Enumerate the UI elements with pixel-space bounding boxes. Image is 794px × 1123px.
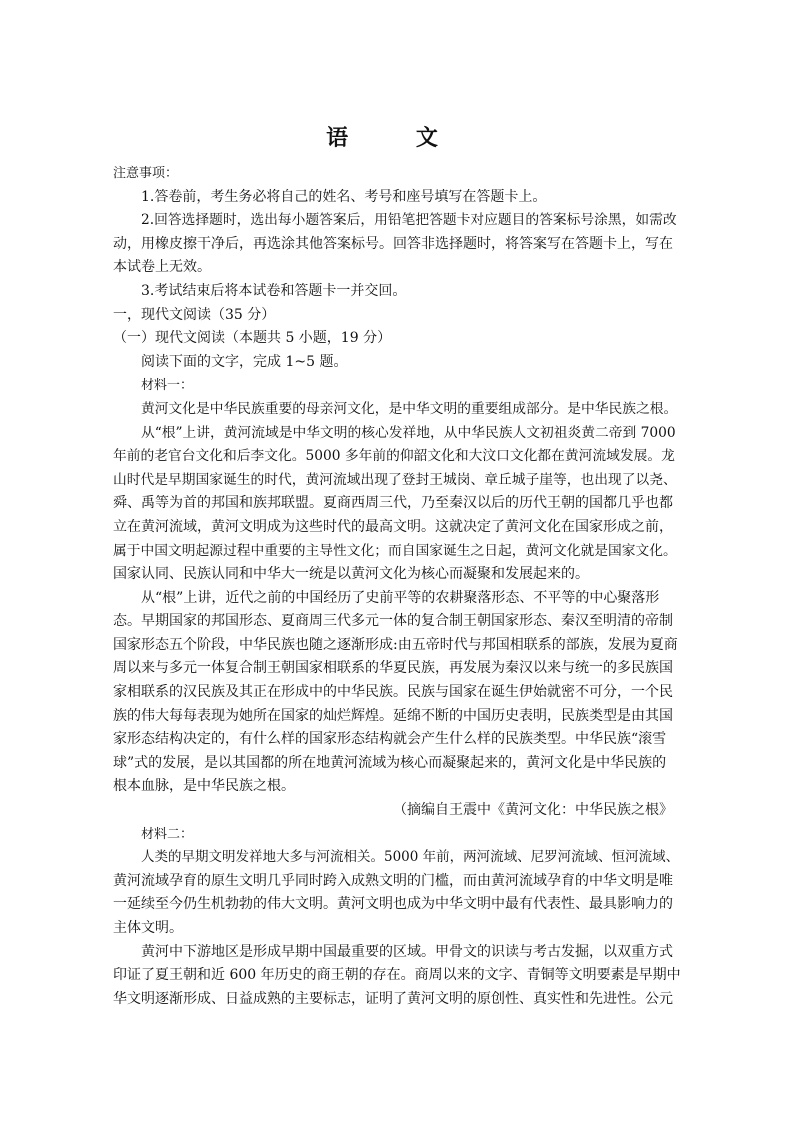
notice-line: 1.答卷前，考生务必将自己的姓名、考号和座号填写在答题卡上。 bbox=[141, 188, 547, 205]
notice-label: 注意事项： bbox=[113, 166, 179, 181]
paragraph-line: 国家认同、民族认同和中华大一统是以黄河文化为核心而凝聚和发展起来的。 bbox=[113, 566, 589, 583]
paragraph-line: 立在黄河流域，黄河文明成为这些时代的最高文明。这就决定了黄河文化在国家形成之前， bbox=[113, 518, 673, 535]
paragraph-line: 从“根”上讲，黄河流域是中华文明的核心发祥地，从中华民族人文初祖炎黄二帝到 7000 bbox=[141, 424, 676, 441]
paragraph-line: 黄河中下游地区是形成早期中国最重要的区域。甲骨文的识读与考古发掘，以双重方式 bbox=[141, 943, 673, 960]
paragraph-line: 华文明逐渐形成、日益成熟的主要标志，证明了黄河文明的原创性、真实性和先进性。公元 bbox=[113, 990, 673, 1007]
paragraph-line: 山时代是早期国家诞生的时代，黄河流域出现了登封王城岗、章丘城子崖等，也出现了以尧、 bbox=[113, 471, 677, 488]
paragraph-line: 黄河流域孕育的原生文明几乎同时跨入成熟文明的门槛，而由黄河流域孕育的中华文明是唯 bbox=[113, 872, 673, 889]
paragraph-line: 族的伟大每每表现为她所在国家的灿烂辉煌。延绵不断的中国历史表明，民族类型是由其国 bbox=[113, 707, 673, 724]
notice-line: 本试卷上无效。 bbox=[113, 259, 211, 276]
subsection-heading: （一）现代文阅读（本题共 5 小题，19 分） bbox=[113, 330, 392, 347]
paragraph-line: 球”式的发展，是以其国都的所在地黄河流域为核心而凝聚起来的，黄河文化是中华民族的 bbox=[113, 754, 667, 771]
source-citation: （摘编自王震中《黄河文化：中华民族之根》 bbox=[393, 802, 673, 819]
paragraph-line: 家相联系的汉民族及其正在形成中的中华民族。民族与国家在诞生伊始就密不可分，一个民 bbox=[113, 684, 673, 701]
paragraph-line: 周以来与多元一体复合制王朝国家相联系的华夏民族，再发展为秦汉以来与统一的多民族国 bbox=[113, 660, 673, 677]
material-label: 材料一： bbox=[141, 378, 194, 394]
paragraph-line: 从“根”上讲，近代之前的中国经历了史前平等的农耕聚落形态、不平等的中心聚落形 bbox=[141, 589, 660, 606]
paragraph-line: 一延续至今仍生机勃勃的伟大文明。黄河文明也成为中华文明中最有代表性、最具影响力的 bbox=[113, 896, 673, 913]
notice-line: 3.考试结束后将本试卷和答题卡一并交回。 bbox=[141, 282, 407, 299]
paragraph-line: 印证了夏王朝和近 600 年历史的商王朝的存在。商周以来的文字、青铜等文明要素是早期中 bbox=[113, 967, 681, 984]
paragraph-line: 态。早期国家的邦国形态、夏商周三代多元一体的复合制王朝国家形态、秦汉至明清的帝制 bbox=[113, 613, 673, 630]
paragraph-line: 人类的早期文明发祥地大多与河流相关。5000 年前，两河流域、尼罗河流域、恒河流域、 bbox=[141, 849, 680, 866]
paragraph-line: 家形态结构决定的，有什么样的国家形态结构就会产生什么样的民族类型。中华民族“滚雪 bbox=[113, 731, 667, 748]
paragraph-line: 黄河文化是中华民族重要的母亲河文化，是中华文明的重要组成部分。是中华民族之根。 bbox=[141, 400, 678, 417]
paragraph-line: 主体文明。 bbox=[113, 920, 183, 936]
paragraph-line: 舜、禹等为首的邦国和族邦联盟。夏商西周三代，乃至秦汉以后的历代王朝的国都几乎也都 bbox=[113, 495, 673, 512]
notice-line: 动，用橡皮擦干净后，再选涂其他答案标号。回答非选择题时，将答案写在答题卡上，写在 bbox=[113, 235, 673, 252]
material-label: 材料二： bbox=[141, 826, 194, 842]
document-body bbox=[113, 162, 681, 1011]
page-title: 语 文 bbox=[326, 126, 468, 151]
notice-line: 2.回答选择题时，选出每小题答案后，用铅笔把答题卡对应题目的答案标号涂黑，如需改 bbox=[141, 212, 677, 229]
section-heading: 一，现代文阅读（35 分） bbox=[113, 306, 276, 323]
paragraph-line: 属于中国文明起源过程中重要的主导性文化；而自国家诞生之日起，黄河文化就是国家文化。 bbox=[113, 542, 677, 559]
paragraph-line: 根本血脉，是中华民族之根。 bbox=[113, 778, 295, 795]
paragraph-line: 国家形态五个阶段，中华民族也随之逐渐形成:由五帝时代与邦国相联系的部族，发展为夏商 bbox=[113, 636, 678, 653]
instruction-text: 阅读下面的文字，完成 1~5 题。 bbox=[141, 353, 348, 370]
paragraph-line: 年前的老官台文化和后李文化。5000 多年前的仰韶文化和大汶口文化都在黄河流域发展。龙 bbox=[113, 448, 675, 465]
